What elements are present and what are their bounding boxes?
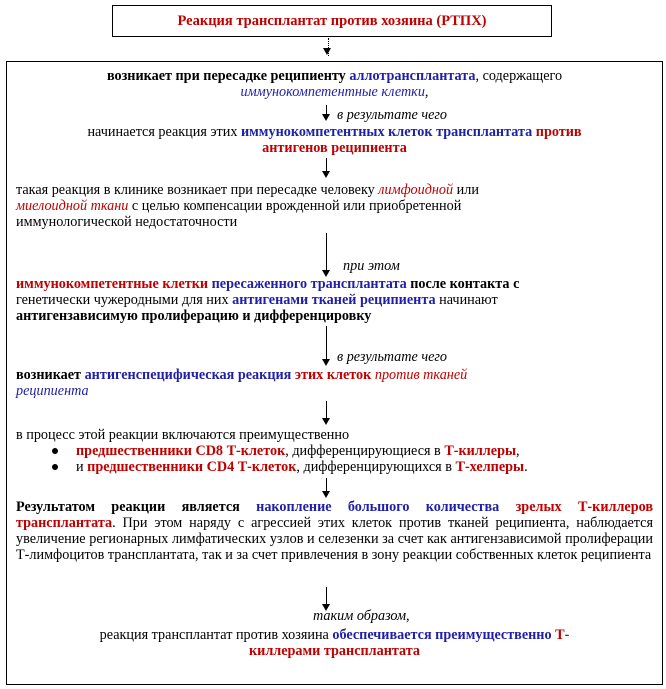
text: возникает <box>16 367 85 383</box>
text: начинается реакция этих <box>87 124 241 140</box>
term-allotransplant: аллотрансплантата <box>349 68 476 84</box>
bullet-list <box>16 443 653 475</box>
term-recipient: реципиента <box>16 383 89 399</box>
text: или <box>453 182 479 198</box>
paragraph-specific-reaction <box>7 367 662 399</box>
paragraph-involved-cells <box>7 427 662 475</box>
paragraph-reaction-start <box>7 124 662 156</box>
term-immunocompetent-cells: иммунокомпетентные клетки <box>16 276 209 292</box>
term-immunocompetent-cells: иммунокомпетентные клетки <box>240 84 425 100</box>
term-recipient-antigens: антигенов реципиента <box>262 140 407 156</box>
term-mainly-provided: обеспечивается преимущественно <box>332 627 556 643</box>
text: и <box>76 459 88 475</box>
term-cd8-precursors: предшественники CD8 Т-клеток <box>76 443 286 459</box>
term-recipient-tissue-antigens: антигенами тканей реципиента <box>232 292 436 308</box>
text: . <box>524 459 528 475</box>
text: , <box>424 84 429 100</box>
text: против тканей <box>371 367 468 383</box>
title-box <box>112 5 552 37</box>
term-specific-reaction: антигенспецифическая реакция <box>84 367 292 383</box>
term-accumulation: накопление большого количества <box>256 499 516 515</box>
term-mature-t-killers: киллеров трансплантата <box>16 499 654 531</box>
term-transplanted-graft: пересаженного трансплантата <box>208 276 407 292</box>
paragraph-clinic <box>7 182 662 230</box>
text: иммунологической недостаточности <box>16 214 238 230</box>
text: зрелых Т- <box>515 499 593 515</box>
text: генетически чужеродными для них <box>16 292 233 308</box>
text: после контакта с <box>406 276 520 292</box>
note-thus: таким образом, <box>313 608 410 624</box>
text: начинают <box>435 292 498 308</box>
term-myeloid-tissue: миелоидной ткани <box>16 198 129 214</box>
paragraph-origin <box>7 68 662 100</box>
text: с целью компенсации врожденной или приобретенной <box>128 198 462 214</box>
term-graft-cells: иммунокомпетентных клеток трансплантата <box>240 124 536 140</box>
text: такая реакция в клинике возникает при пересадке человеку <box>16 182 379 198</box>
paragraph-conclusion <box>7 627 662 659</box>
text: , <box>516 443 520 459</box>
note-as-result-2: в результате чего <box>337 349 448 365</box>
list-item <box>76 459 653 475</box>
term-t-helpers: Т-хелперы <box>455 459 525 475</box>
text: этих клеток <box>291 367 372 383</box>
text: возникает при пересадке реципиенту <box>106 68 350 84</box>
paragraph-result <box>7 499 662 563</box>
text: , содержащего <box>475 68 563 84</box>
list-item <box>76 443 653 459</box>
term-cd4-precursors: предшественники CD4 Т-клеток <box>87 459 297 475</box>
term-proliferation: антигензависимую пролиферацию и дифференцировку <box>16 308 372 324</box>
text: , дифференцирующиеся в <box>285 443 445 459</box>
page-title: Реакция трансплантат против хозяина (РТПХ) <box>177 13 487 29</box>
term-graft-t-killers: киллерами трансплантата <box>248 643 421 659</box>
text: против <box>535 124 582 140</box>
text: Результатом реакции является <box>16 499 257 515</box>
text: реакция трансплантат против хозяина <box>99 627 333 643</box>
term-lymphoid: лимфоидной <box>378 182 454 198</box>
main-box <box>6 61 663 685</box>
text: , дифференцирующихся в <box>296 459 456 475</box>
note-meanwhile: при этом <box>343 258 400 274</box>
text: Т- <box>555 627 570 643</box>
term-t-killers: Т-киллеры <box>444 443 517 459</box>
paragraph-contact <box>7 276 662 324</box>
note-as-result-1: в результате чего <box>337 107 448 123</box>
text: в процесс этой реакции включаются преимущественно <box>16 427 350 443</box>
text: . При этом наряду с агрессией этих клеток против тканей реципиента, наблюдается увеличение регионарных лимфатических узлов и селезенки за счет как антигензависимой пролиферации Т-лимфоцитов трансплантата, так и за счет привлечения в зону реакции собственных клеток реципиента <box>16 515 653 563</box>
